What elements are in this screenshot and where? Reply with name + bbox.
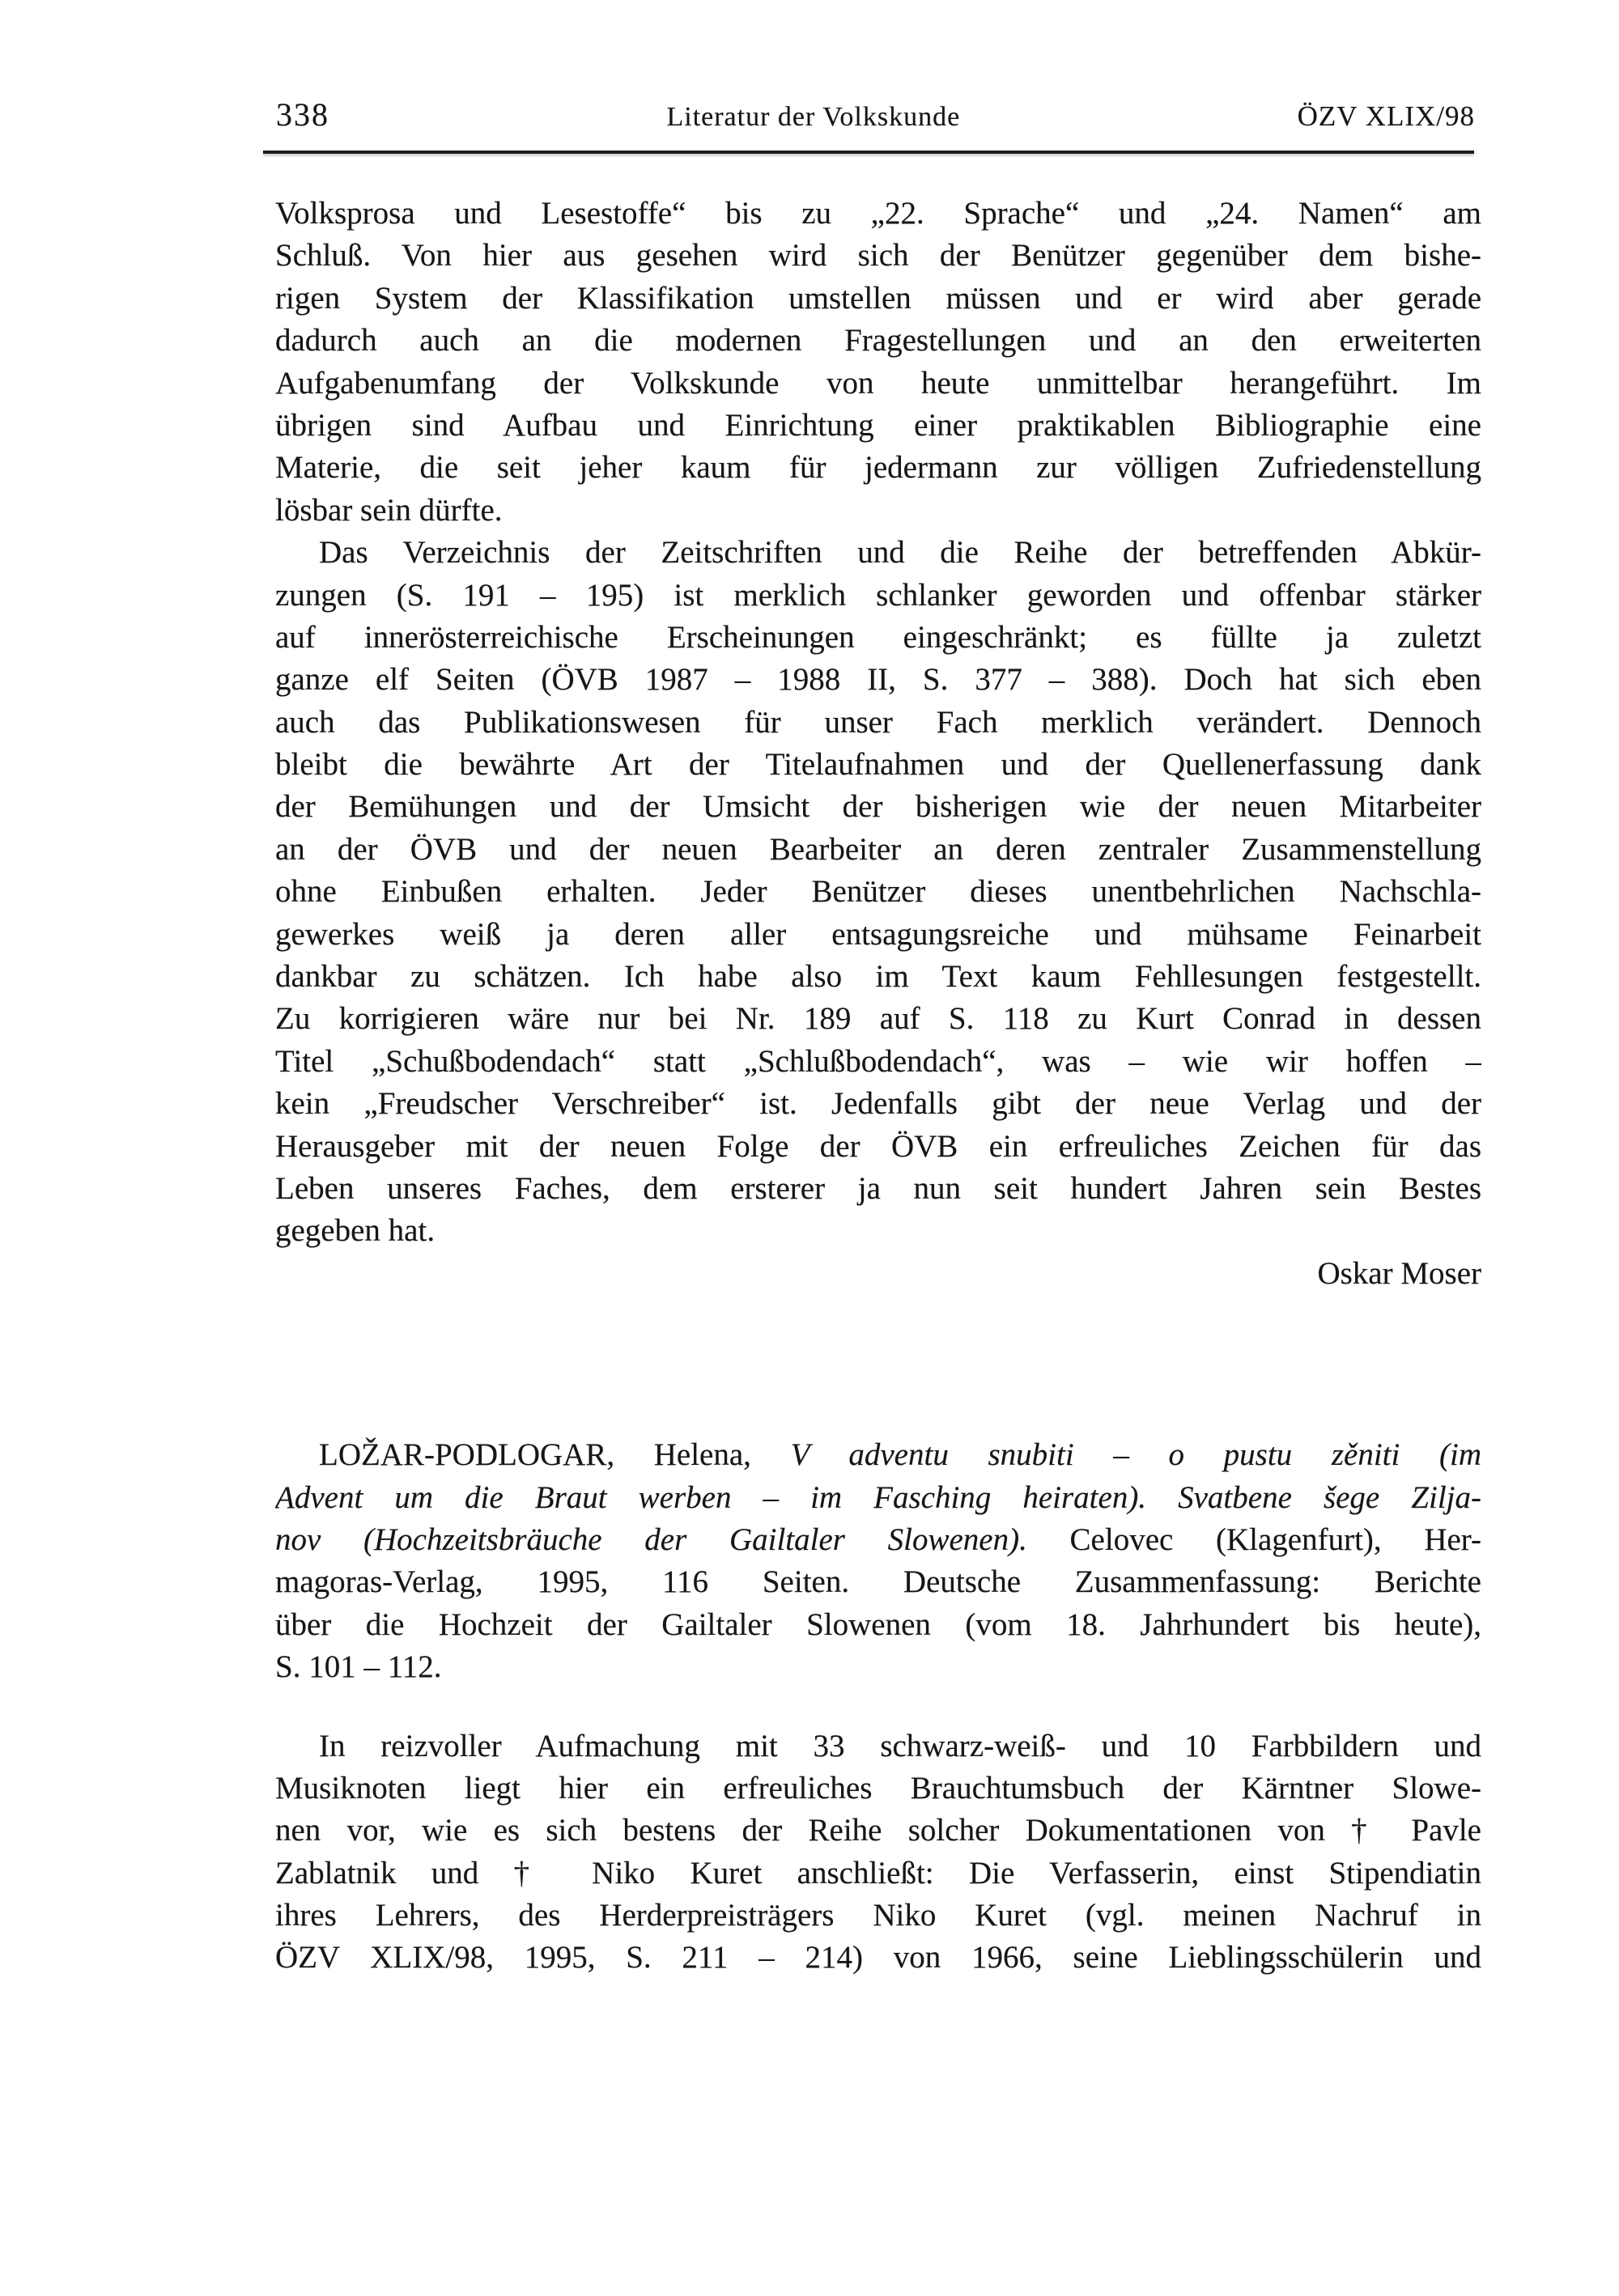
text-line: In reizvoller Aufmachung mit 33 schwarz-weiß- und 10 Farbbildern und <box>319 1728 1481 1763</box>
text-line: über die Hochzeit der Gailtaler Slowenen (vom 18. Jahrhundert bis heute), <box>275 1606 1481 1642</box>
text-segment: LOŽAR-PODLOGAR, Helena, <box>319 1437 791 1473</box>
text-line <box>275 1519 1481 1561</box>
reviewer-signature <box>275 1253 1481 1295</box>
text-line: gegeben hat. <box>275 1213 436 1249</box>
text-line: auf innerösterreichische Erscheinungen eingeschränkt; es füllte ja zuletzt <box>275 619 1481 655</box>
header-rule <box>263 151 1474 154</box>
review-paragraph-verzeichnis <box>275 532 1481 1253</box>
running-header <box>263 95 1475 134</box>
text-line: ÖZV XLIX/98, 1995, S. 211 – 214) von 1966, seine Lieblingsschülerin und <box>275 1940 1481 1976</box>
text-line: Materie, die seit jeher kaum für jedermann zur völligen Zufriedenstellung <box>275 450 1481 486</box>
text-line: zungen (S. 191 – 195) ist merklich schlanker geworden und offenbar stärker <box>275 577 1481 613</box>
text-line: magoras-Verlag, 1995, 116 Seiten. Deutsche Zusammenfassung: Berichte <box>275 1564 1481 1600</box>
text-line: Volksprosa und Lesestoffe“ bis zu „22. Sprache“ und „24. Namen“ am <box>275 196 1481 231</box>
text-line: kein „Freudscher Verschreiber“ ist. Jedenfalls gibt der neue Verlag und der <box>275 1086 1481 1122</box>
text-line: Titel „Schußbodendach“ statt „Schlußbodendach“, was – wie wir hoffen – <box>275 1043 1481 1079</box>
bibliography-entry-lozar-podlogar <box>275 1434 1481 1688</box>
text-line: Herausgeber mit der neuen Folge der ÖVB ein erfreuliches Zeichen für das <box>275 1128 1481 1164</box>
text-line: übrigen sind Aufbau und Einrichtung einer praktikablen Bibliographie eine <box>275 407 1481 443</box>
italic-text-segment: Advent um die Braut werben – im Fasching heiraten). Svatbene šege Zilja- <box>275 1479 1481 1515</box>
text-line: auch das Publikationswesen für unser Fach merklich verändert. Dennoch <box>275 704 1481 740</box>
italic-text-segment: V adventu snubiti – o pustu zěniti (im <box>790 1437 1481 1473</box>
text-line: Das Verzeichnis der Zeitschriften und die Reihe der betreffenden Abkür- <box>319 535 1481 571</box>
text-line: der Bemühungen und der Umsicht der bisherigen wie der neuen Mitarbeiter <box>275 789 1481 825</box>
text-line: Schluß. Von hier aus gesehen wird sich der Benützer gegenüber dem bishe- <box>275 238 1481 274</box>
text-line: Zu korrigieren wäre nur bei Nr. 189 auf S. 118 zu Kurt Conrad in dessen <box>275 1001 1481 1037</box>
text-line: Leben unseres Faches, dem ersterer ja nun seit hundert Jahren sein Bestes <box>275 1170 1481 1206</box>
text-line: bleibt die bewährte Art der Titelaufnahmen und der Quellenerfassung dank <box>275 747 1481 783</box>
text-line: ihres Lehrers, des Herderpreisträgers Niko Kuret (vgl. meinen Nachruf in <box>275 1898 1481 1933</box>
italic-text-segment: nov (Hochzeitsbräuche der Gailtaler Slowenen). <box>275 1521 1070 1557</box>
text-line: an der ÖVB und der neuen Bearbeiter an deren zentraler Zusammenstellung <box>275 831 1481 867</box>
text-line: Aufgabenumfang der Volkskunde von heute unmittelbar herangeführt. Im <box>275 365 1481 401</box>
text-line: ohne Einbußen erhalten. Jeder Benützer dieses unentbehrlichen Nachschla- <box>275 874 1481 910</box>
page-number: 338 <box>276 96 329 133</box>
text-line: ganze elf Seiten (ÖVB 1987 – 1988 II, S. 377 – 388). Doch hat sich eben <box>275 662 1481 698</box>
text-line <box>275 1477 1481 1519</box>
review-paragraph-continuation <box>275 193 1481 532</box>
journal-issue: ÖZV XLIX/98 <box>1297 100 1475 132</box>
running-title: Literatur der Volkskunde <box>666 102 961 132</box>
text-line: rigen System der Klassifikation umstellen müssen und er wird aber gerade <box>275 280 1481 316</box>
text-line: Oskar Moser <box>1317 1255 1481 1291</box>
review-paragraph-aufmachung <box>275 1725 1481 1980</box>
text-line: Musiknoten liegt hier ein erfreuliches Brauchtumsbuch der Kärntner Slowe- <box>275 1770 1481 1806</box>
text-segment: Celovec (Klagenfurt), Her- <box>1069 1521 1481 1557</box>
text-line: lösbar sein dürfte. <box>275 492 503 528</box>
text-line: S. 101 – 112. <box>275 1649 442 1685</box>
text-line: gewerkes weiß ja deren aller entsagungsreiche und mühsame Feinarbeit <box>275 916 1481 952</box>
text-line: nen vor, wie es sich bestens der Reihe solcher Dokumentationen von † Pavle <box>275 1813 1481 1848</box>
text-line: dankbar zu schätzen. Ich habe also im Text kaum Fehllesungen festgestellt. <box>275 959 1481 995</box>
text-line: dadurch auch an die modernen Fragestellungen und an den erweiterten <box>275 323 1481 359</box>
text-line <box>275 1434 1481 1476</box>
page-body <box>275 193 1481 1980</box>
text-line: Zablatnik und † Niko Kuret anschließt: Die Verfasserin, einst Stipendiatin <box>275 1855 1481 1891</box>
